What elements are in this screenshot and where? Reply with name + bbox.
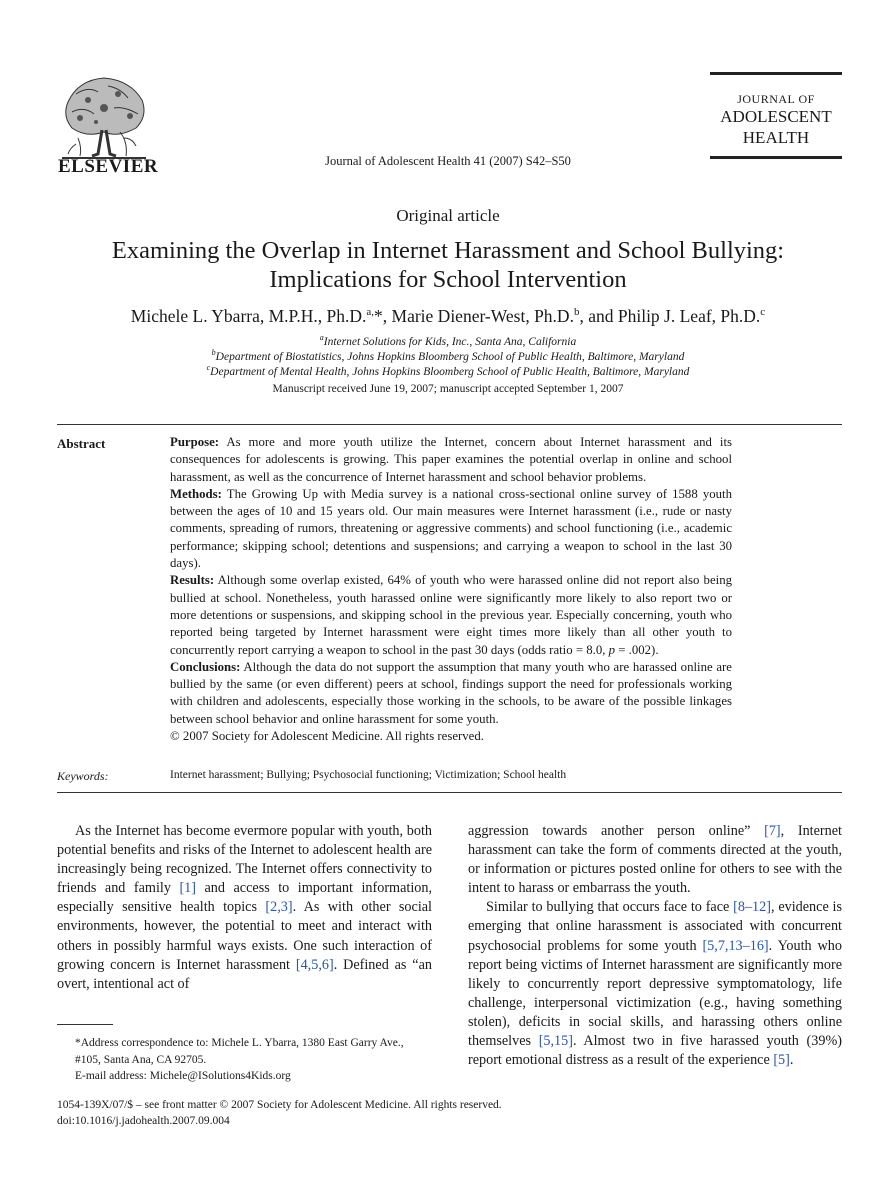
citation-link[interactable]: [5,7,13–16] bbox=[702, 937, 769, 954]
abstract-methods bbox=[170, 486, 732, 572]
author-affiliation-mark: b bbox=[573, 306, 580, 319]
author-name: Philip J. Leaf, Ph.D. bbox=[617, 306, 761, 326]
affiliation-text: Internet Solutions for Kids, Inc., Santa Ana, California bbox=[323, 335, 577, 348]
footnote-email: E-mail address: Michele@ISolutions4Kids.org bbox=[75, 1070, 291, 1082]
abstract-rule-bottom bbox=[57, 792, 842, 793]
citation-link[interactable]: [5,15] bbox=[538, 1033, 573, 1050]
article-type: Original article bbox=[396, 206, 500, 225]
abstract-purpose bbox=[170, 434, 732, 486]
body-column-left bbox=[57, 822, 432, 994]
manuscript-dates: Manuscript received June 19, 2007; manuscript accepted September 1, 2007 bbox=[272, 383, 624, 395]
body-text: . bbox=[789, 1052, 794, 1069]
author-name: Marie Diener-West, Ph.D. bbox=[391, 306, 574, 326]
journal-of-label: JOURNAL OF bbox=[737, 92, 815, 106]
body-text: Similar to bullying that occurs face to face bbox=[486, 899, 734, 916]
affiliation bbox=[0, 333, 896, 348]
body-column-right bbox=[468, 822, 842, 1070]
body-text: , Internet harassment can take the form of comments directed at the youth, or information or pictures posted online for others to see with the intent to harass or embarrass the youth. bbox=[468, 823, 842, 897]
abstract-copyright: © 2007 Society for Adolescent Medicine. All rights reserved. bbox=[170, 729, 484, 744]
results-p-symbol: p bbox=[608, 642, 616, 657]
conclusions-label: Conclusions: bbox=[170, 659, 241, 674]
purpose-text: As more and more youth utilize the Internet, concern about Internet harassment and its consequences for adolescents is growing. This paper examines the potential overlap in online and school harassment, as well as the concurrence of Internet harassment and school behavior problems. bbox=[170, 435, 732, 484]
journal-citation: Journal of Adolescent Health 41 (2007) S42–S50 bbox=[325, 154, 571, 168]
body-paragraph bbox=[468, 822, 842, 898]
results-label: Results: bbox=[170, 573, 215, 588]
body-paragraph bbox=[468, 898, 842, 1070]
citation-link[interactable]: [2,3] bbox=[265, 899, 293, 916]
author-name: Michele L. Ybarra, M.P.H., Ph.D. bbox=[130, 306, 367, 326]
citation-link[interactable]: [5] bbox=[773, 1052, 790, 1069]
journal-rule-top bbox=[710, 72, 842, 75]
journal-name-line1: ADOLESCENT bbox=[720, 107, 832, 126]
footnote-rule bbox=[57, 1024, 113, 1025]
article-title bbox=[40, 236, 856, 294]
author-separator: *, bbox=[374, 306, 392, 326]
body-text: As the Internet has become evermore popular with youth, both potential benefits and risks of the Internet to adolescent health are increasingly being recognized. The Internet offers connectivity to friends and family bbox=[57, 823, 432, 897]
affiliation-mark: c bbox=[206, 363, 211, 372]
conclusions-text: Although the data do not support the assumption that many youth who are harassed online are bullied by the same (or even different) peers at school, findings support the need for professionals working with children and adolescents, especially those working in the schools, to be aware of the possible linkages between school behavior and online harassment for some youth. bbox=[170, 659, 732, 726]
author-list bbox=[0, 306, 896, 327]
author-separator: , and bbox=[579, 306, 618, 326]
author-affiliation-mark: c bbox=[760, 306, 766, 319]
footnote-address: *Address correspondence to: Michele L. Ybarra, 1380 East Garry Ave., #105, Santa Ana, CA 92705. bbox=[75, 1037, 404, 1066]
abstract-conclusions bbox=[170, 659, 732, 728]
citation-link[interactable]: [1] bbox=[179, 880, 196, 897]
purpose-label: Purpose: bbox=[170, 435, 220, 449]
results-text-end: = .002). bbox=[615, 642, 659, 657]
front-matter-notes bbox=[57, 1098, 502, 1129]
body-text: . Defined as “an overt, intentional act of bbox=[57, 956, 432, 992]
affiliation-text: Department of Biostatistics, Johns Hopkins Bloomberg School of Public Health, Baltimore, Maryland bbox=[215, 350, 685, 363]
affiliation-text: Department of Mental Health, Johns Hopkins Bloomberg School of Public Health, Baltimore, Maryland bbox=[210, 365, 690, 378]
results-text: Although some overlap existed, 64% of youth who were harassed online did not report also being bullied at school. Nonetheless, youth harassed online were significantly more likely to also report two or more detentions or suspensions, and skipping school in the previous year. Especially concerning, youth who reported being targeted by Internet harassment were eight times more likely than all other youth to concurrently report carrying a weapon to school in the past 30 days (odds ratio = 8.0, bbox=[170, 573, 732, 657]
affiliation-mark: a bbox=[319, 333, 324, 342]
abstract-label: Abstract bbox=[57, 436, 106, 451]
methods-text: The Growing Up with Media survey is a national cross-sectional online survey of 1588 youth between the ages of 10 and 15 years old. Our main measures were Internet harassment (i.e., rude or nasty comments, spreading of rumors, threatening or aggressive comments) and school functioning (i.e., academic performance; skipping school; detentions and suspensions; and carrying a weapon to school in the last 30 days). bbox=[170, 486, 732, 571]
affiliation bbox=[0, 363, 896, 378]
title-line-2: Implications for School Intervention bbox=[269, 266, 627, 293]
citation-link[interactable]: [8–12] bbox=[733, 899, 771, 916]
publisher-name: ELSEVIER bbox=[58, 156, 159, 177]
citation-link[interactable]: [7] bbox=[764, 823, 781, 839]
correspondence-footnote bbox=[57, 1035, 432, 1085]
body-text: . As with other social environments, however, the potential to meet and interact with others in possibly harmful ways exists. One such interaction of growing concern is Internet harassment bbox=[57, 899, 432, 973]
journal-rule-bottom bbox=[710, 156, 842, 159]
author-affiliation-mark: a, bbox=[366, 306, 375, 319]
citation-link[interactable]: [4,5,6] bbox=[295, 956, 334, 973]
body-text: aggression towards another person online” bbox=[468, 823, 765, 839]
keywords-text: Internet harassment; Bullying; Psychosocial functioning; Victimization; School health bbox=[170, 769, 567, 781]
body-text: , evidence is emerging that online harassment is associated with concurrent psychosocial problems for some youth bbox=[468, 899, 843, 954]
affiliation bbox=[0, 348, 896, 363]
methods-label: Methods: bbox=[170, 486, 222, 501]
body-text: and access to important information, especially sensitive health topics bbox=[57, 880, 432, 916]
journal-name-line2: HEALTH bbox=[742, 128, 810, 147]
affiliation-mark: b bbox=[211, 348, 216, 357]
title-line-1: Examining the Overlap in Internet Harassment and School Bullying: bbox=[111, 237, 785, 264]
abstract-results bbox=[170, 572, 732, 658]
body-paragraph bbox=[57, 822, 432, 994]
body-text: . Youth who report being victims of Internet harassment are significantly more likely to concurrently report depressive symptomatology, life challenge, interpersonal victimization (e.g., having something stolen), deficits in social skills, and harassing others online themselves bbox=[468, 937, 842, 1050]
journal-name bbox=[710, 106, 842, 148]
abstract-rule-top bbox=[57, 424, 842, 425]
issn-line: 1054-139X/07/$ – see front matter © 2007 Society for Adolescent Medicine. All rights reserved. bbox=[57, 1099, 502, 1111]
abstract-body bbox=[170, 434, 732, 745]
doi-line: doi:10.1016/j.jadohealth.2007.09.004 bbox=[57, 1114, 230, 1127]
keywords-label: Keywords: bbox=[57, 769, 109, 783]
body-text: . Almost two in five harassed youth (39%) report emotional distress as a result of the experience bbox=[468, 1033, 842, 1069]
